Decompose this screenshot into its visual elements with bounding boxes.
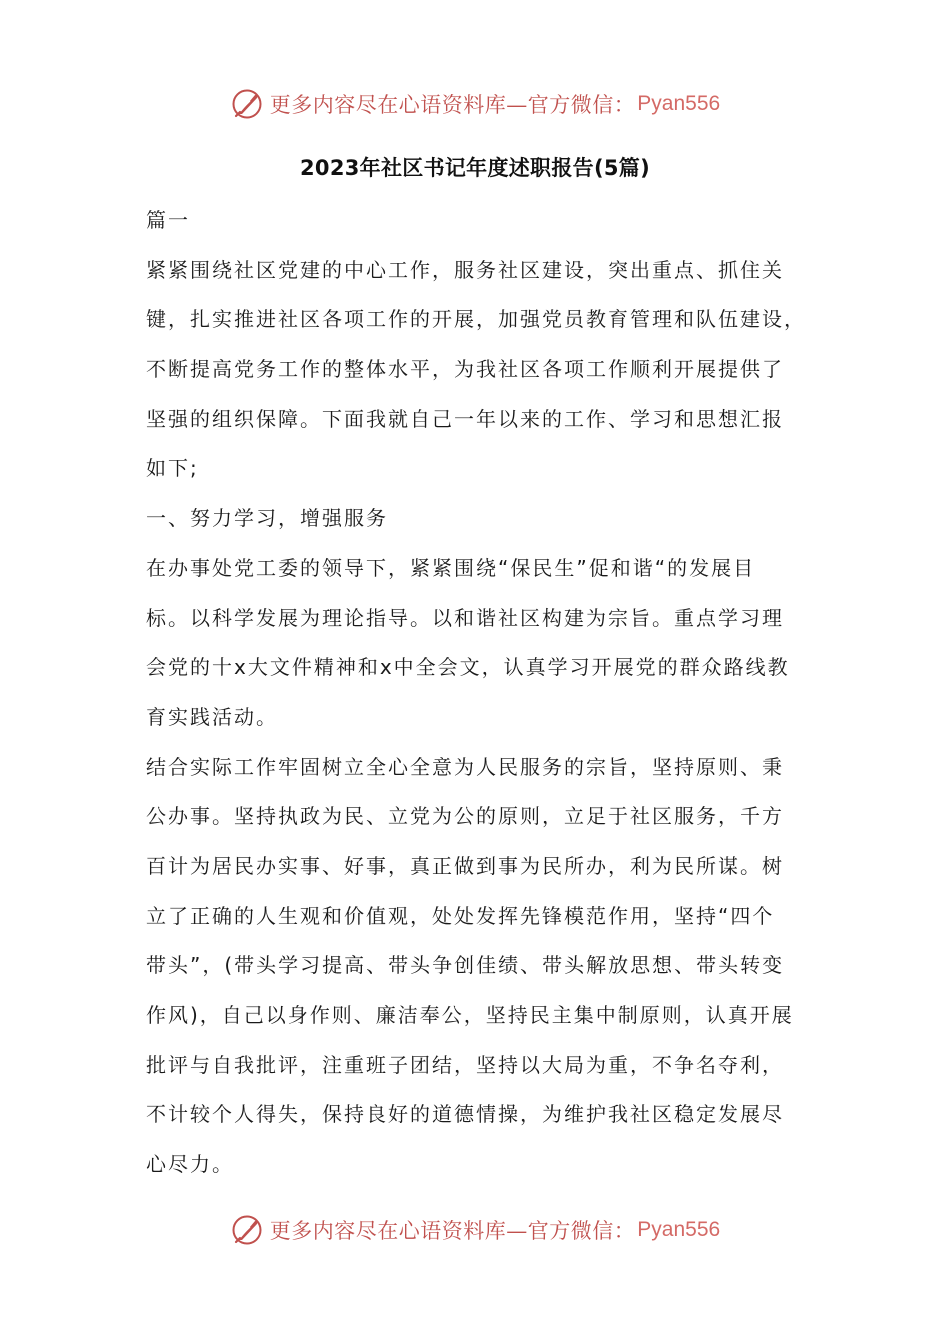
paragraph-line: 批评与自我批评，注重班子团结，坚持以大局为重，不争名夺利， (146, 1052, 784, 1077)
paragraph-line: 不断提高党务工作的整体水平，为我社区各项工作顺利开展提供了 (146, 357, 784, 382)
paragraph-line: 立了正确的人生观和价值观，处处发挥先锋模范作用，坚持“四个 (146, 903, 775, 928)
paragraph-line: 育实践活动。 (146, 704, 278, 729)
paragraph-line: 紧紧围绕社区党建的中心工作，服务社区建设，突出重点、抓住关 (146, 257, 784, 282)
header-banner (0, 84, 950, 124)
banner-slogan: 更多内容尽在心语资料库—官方微信： (269, 93, 636, 117)
quill-logo-icon (230, 87, 264, 121)
document-title: 2023年社区书记年度述职报告(5篇) (300, 156, 650, 180)
paragraph-line: 键，扎实推进社区各项工作的开展，加强党员教育管理和队伍建设， (146, 307, 806, 332)
banner-slogan: 更多内容尽在心语资料库—官方微信： (269, 1219, 636, 1243)
paragraph-line: 不计较个人得失，保持良好的道德情操，为维护我社区稳定发展尽 (146, 1102, 784, 1127)
banner-wechat-id: Pyan556 (637, 92, 721, 115)
paragraph-line: 会党的十x大文件精神和x中全会文，认真学习开展党的群众路线教 (146, 655, 790, 680)
paragraph-line: 标。以科学发展为理论指导。以和谐社区构建为宗旨。重点学习理 (146, 605, 784, 630)
paragraph-line: 心尽力。 (146, 1152, 234, 1177)
banner-wechat-id: Pyan556 (637, 1218, 721, 1241)
paragraph-line: 如下; (146, 456, 199, 481)
section-label: 篇一 (146, 208, 190, 232)
paragraph-line: 坚强的组织保障。下面我就自己一年以来的工作、学习和思想汇报 (146, 406, 784, 431)
section-heading: 一、努力学习，增强服务 (146, 506, 388, 531)
paragraph-line: 公办事。坚持执政为民、立党为公的原则，立足于社区服务，千方 (146, 804, 784, 829)
paragraph-line: 百计为居民办实事、好事，真正做到事为民所办，利为民所谋。树 (146, 853, 784, 878)
paragraph-line: 结合实际工作牢固树立全心全意为人民服务的宗旨，坚持原则、秉 (146, 754, 784, 779)
footer-banner (0, 1210, 950, 1250)
paragraph-line: 在办事处党工委的领导下，紧紧围绕“保民生”促和谐“的发展目 (146, 555, 756, 580)
document-body (146, 196, 816, 1190)
paragraph-line: 带头”，(带头学习提高、带头争创佳绩、带头解放思想、带头转变 (146, 953, 785, 978)
quill-logo-icon (230, 1213, 264, 1247)
paragraph-line: 作风)，自己以身作则、廉洁奉公，坚持民主集中制原则，认真开展 (146, 1003, 794, 1027)
